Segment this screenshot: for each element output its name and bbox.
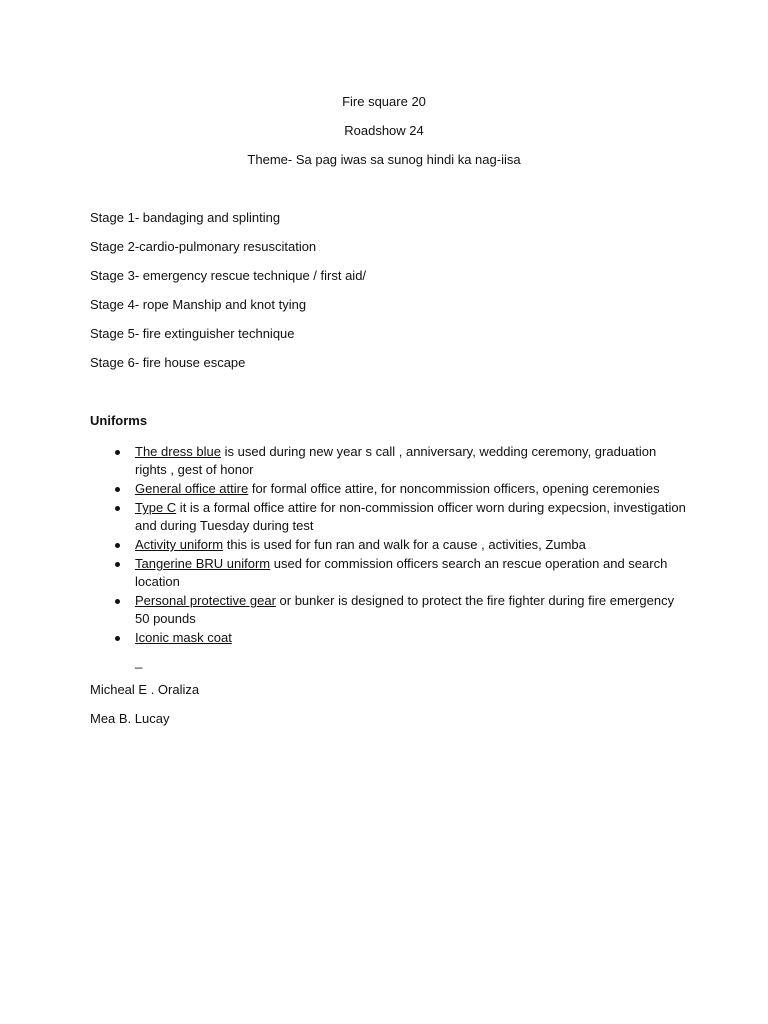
list-item [90, 555, 690, 591]
stage-item: Stage 1- bandaging and splinting [90, 210, 281, 225]
stage-item: Stage 4- rope Manship and knot tying [90, 297, 307, 312]
uniforms-heading: Uniforms [90, 413, 148, 428]
document-subtitle: Roadshow 24 [344, 123, 424, 138]
bullet-icon [115, 506, 120, 511]
signatory-name: Mea B. Lucay [90, 711, 170, 726]
stage-item: Stage 2-cardio-pulmonary resuscitation [90, 239, 317, 254]
bullet-icon [115, 487, 120, 492]
list-item [90, 592, 690, 628]
uniform-description: for formal office attire, for noncommission officers, opening ceremonies [248, 481, 660, 496]
bullet-icon [115, 450, 120, 455]
uniforms-list [90, 443, 690, 648]
list-item [90, 536, 690, 554]
uniform-description: used for commission officers search an rescue operation and search location [135, 556, 668, 589]
stage-item: Stage 3- emergency rescue technique / first aid/ [90, 268, 367, 283]
list-item [90, 443, 690, 479]
uniform-name: Activity uniform [135, 537, 224, 552]
list-item [90, 480, 690, 498]
uniform-name: Personal protective gear [135, 593, 276, 608]
uniform-description: or bunker is designed to protect the fire fighter during fire emergency 50 pounds [135, 593, 675, 626]
uniform-name: The dress blue [135, 444, 221, 459]
uniform-description: it is a formal office attire for non-commission officer worn during expecsion, investigation and during Tuesday during test [135, 500, 686, 533]
bullet-icon [115, 636, 120, 641]
list-item [90, 499, 690, 535]
stage-item: Stage 6- fire house escape [90, 355, 246, 370]
uniform-description: this is used for fun ran and walk for a cause , activities, Zumba [223, 537, 586, 552]
bullet-icon [115, 562, 120, 567]
bullet-icon [115, 599, 120, 604]
stage-item: Stage 5- fire extinguisher technique [90, 326, 295, 341]
uniform-description: is used during new year s call , anniversary, wedding ceremony, graduation rights , gest of honor [135, 444, 657, 477]
trailing-mark: _ [135, 654, 143, 669]
document-theme: Theme- Sa pag iwas sa sunog hindi ka nag-iisa [247, 152, 521, 167]
document-title: Fire square 20 [342, 94, 426, 109]
uniform-name: Iconic mask coat [135, 630, 232, 645]
uniform-name: Type C [135, 500, 177, 515]
list-item [90, 629, 690, 647]
uniform-name: Tangerine BRU uniform [135, 556, 271, 571]
signatory-name: Micheal E . Oraliza [90, 682, 200, 697]
bullet-icon [115, 543, 120, 548]
uniform-name: General office attire [135, 481, 249, 496]
